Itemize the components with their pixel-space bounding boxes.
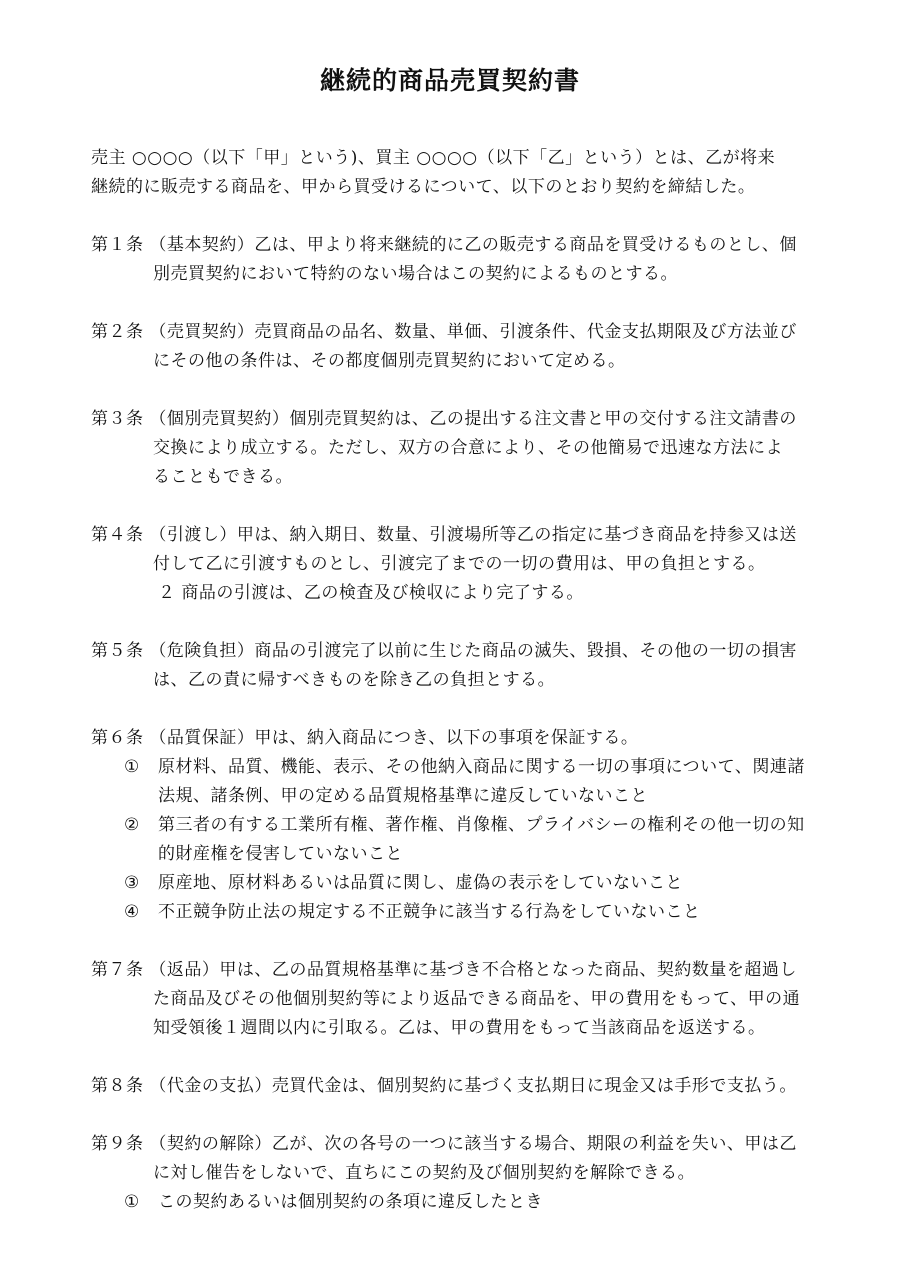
article-6-heading-line: 第６条 （品質保証）甲は、納入商品につき、以下の事項を保証する。 xyxy=(91,728,639,748)
preamble-line: 継続的に販売する商品を、甲から買受けるについて、以下のとおり契約を締結した。 xyxy=(91,177,756,197)
article-8-heading-line: 第８条 （代金の支払）売買代金は、個別契約に基づく支払期日に現金又は手形で支払う。 xyxy=(91,1076,797,1096)
document-title: 継続的商品売買契約書 xyxy=(319,66,580,95)
article-1-line: 別売買契約において特約のない場合はこの契約によるものとする。 xyxy=(153,264,678,284)
article-3-line: ることもできる。 xyxy=(153,467,293,487)
article-4-heading-line: 第４条 （引渡し）甲は、納入期日、数量、引渡場所等乙の指定に基づき商品を持参又は送 xyxy=(91,525,797,545)
article-9-line: に対し催告をしないで、直ちにこの契約及び個別契約を解除できる。 xyxy=(153,1163,696,1183)
article-5-line: は、乙の責に帰すべきものを除き乙の負担とする。 xyxy=(153,670,556,690)
article-6-item-line: 法規、諸条例、甲の定める品質規格基準に違反していないこと xyxy=(158,786,648,806)
article-2-line: にその他の条件は、その都度個別売買契約において定める。 xyxy=(153,351,626,371)
article-6-item-line: 原材料、品質、機能、表示、その他納入商品に関する一切の事項について、関連諸 xyxy=(158,757,805,777)
article-7-line: た商品及びその他個別契約等により返品できる商品を、甲の費用をもって、甲の通 xyxy=(153,989,801,1009)
article-1-heading-line: 第１条 （基本契約）乙は、甲より将来継続的に乙の販売する商品を買受けるものとし、個 xyxy=(91,235,797,255)
article-3-heading-line: 第３条 （個別売買契約）個別売買契約は、乙の提出する注文書と甲の交付する注文請書の xyxy=(91,409,797,429)
article-6-item-number: ④ xyxy=(124,902,140,922)
article-3-line: 交換により成立する。ただし、双方の合意により、その他簡易で迅速な方法によ xyxy=(153,438,783,458)
article-6-item-line: 的財産権を侵害していないこと xyxy=(158,844,403,864)
article-6-item-line: 原産地、原材料あるいは品質に関し、虚偽の表示をしていないこと xyxy=(158,873,683,893)
article-2-heading-line: 第２条 （売買契約）売買商品の品名、数量、単価、引渡条件、代金支払期限及び方法並び xyxy=(91,322,797,342)
article-4-line: 付して乙に引渡すものとし、引渡完了までの一切の費用は、甲の負担とする。 xyxy=(153,554,766,574)
preamble-line: 売主 ○○○○（以下「甲」という)、買主 ○○○○（以下「乙」という）とは、乙が将来 xyxy=(91,148,776,168)
article-7-heading-line: 第７条 （返品）甲は、乙の品質規格基準に基づき不合格となった商品、契約数量を超過し xyxy=(91,960,797,980)
article-6-item-number: ② xyxy=(124,815,140,835)
article-6-item-line: 第三者の有する工業所有権、著作権、肖像権、プライバシーの権利その他一切の知 xyxy=(158,815,805,835)
article-9-item-number: ① xyxy=(124,1192,140,1212)
article-6-item-number: ① xyxy=(124,757,140,777)
article-6-item-number: ③ xyxy=(124,873,140,893)
article-5-heading-line: 第５条 （危険負担）商品の引渡完了以前に生じた商品の滅失、毀損、その他の一切の損害 xyxy=(91,641,797,661)
article-9-item-line: この契約あるいは個別契約の条項に違反したとき xyxy=(158,1192,543,1212)
article-9-heading-line: 第９条 （契約の解除）乙が、次の各号の一つに該当する場合、期限の利益を失い、甲は乙 xyxy=(91,1134,797,1154)
article-6-item-line: 不正競争防止法の規定する不正競争に該当する行為をしていないこと xyxy=(158,902,701,922)
article-7-line: 知受領後１週間以内に引取る。乙は、甲の費用をもって当該商品を返送する。 xyxy=(153,1018,766,1038)
article-4-paragraph-2: ２ 商品の引渡は、乙の検査及び検収により完了する。 xyxy=(158,583,584,603)
